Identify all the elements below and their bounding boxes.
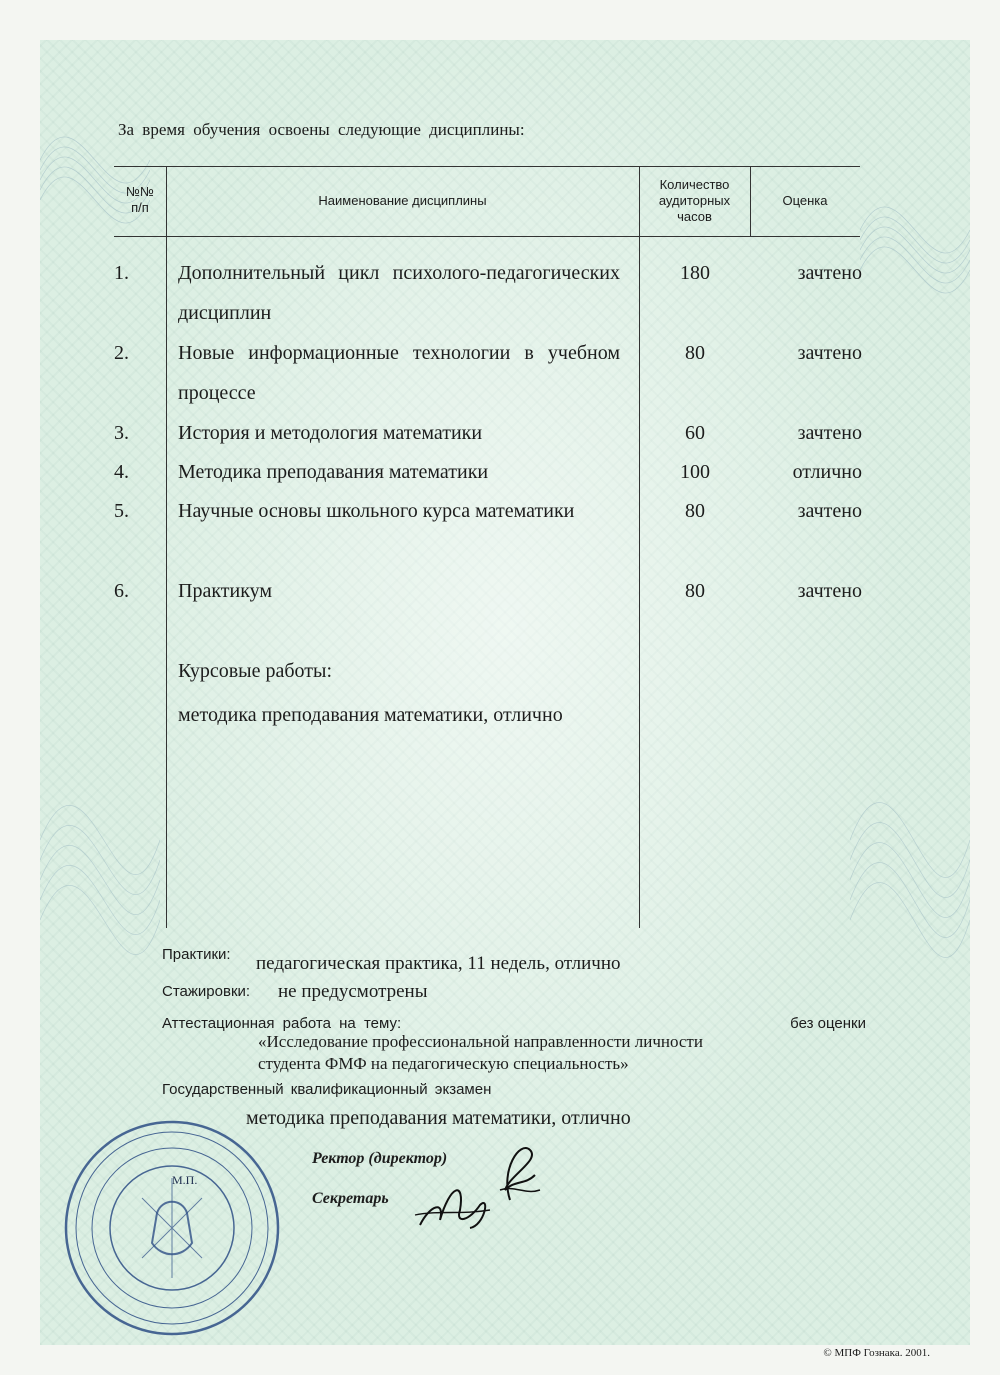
practice-value: педагогическая практика, 11 недель, отлично (256, 953, 621, 974)
secretary-label: Секретарь (312, 1190, 389, 1207)
row-2-hours: 80 (685, 342, 705, 364)
row-2-num: 2. (114, 342, 129, 364)
attestation-topic-line-1: «Исследование профессиональной направленности личности (258, 1032, 703, 1051)
guilloche-ornament-right-top (860, 140, 970, 360)
practice-label: Практики: (162, 946, 231, 963)
row-3-name: История и методология математики (178, 422, 483, 444)
row-5-grade: зачтено (797, 500, 862, 522)
row-4-name: Методика преподавания математики (178, 461, 489, 483)
row-6-hours: 80 (685, 580, 705, 602)
rector-label: Ректор (директор) (312, 1150, 448, 1167)
attestation-topic-line-2: студента ФМФ на педагогическую специальность» (258, 1054, 629, 1073)
printer-footer: © МПФ Гознака. 2001. (823, 1347, 930, 1359)
row-4-num: 4. (114, 461, 129, 483)
header-grade: Оценка (782, 193, 828, 208)
internship-label: Стажировки: (162, 983, 251, 1000)
row-5-hours: 80 (685, 500, 705, 522)
row-1-num: 1. (114, 262, 129, 284)
header-name: Наименование дисциплины (318, 193, 487, 208)
table-header-border (114, 236, 860, 237)
row-4-hours: 100 (680, 461, 710, 483)
row-5-name: Научные основы школьного курса математики (178, 500, 575, 522)
table-top-border (114, 166, 860, 167)
course-works-label: Курсовые работы: (178, 660, 332, 682)
exam-label: Государственный квалификационный экзамен (162, 1081, 492, 1098)
row-6-num: 6. (114, 580, 129, 602)
row-2-grade: зачтено (797, 342, 862, 364)
guilloche-ornament-left-top (40, 80, 150, 280)
row-6-name: Практикум (178, 580, 273, 602)
header-hours: Количество аудиторных часов (658, 177, 731, 224)
row-5-num: 5. (114, 500, 129, 522)
row-2-name: Новые информационные технологии в учебном процессе (178, 342, 620, 404)
internship-value: не предусмотрены (278, 981, 428, 1002)
row-3-num: 3. (114, 422, 129, 444)
guilloche-ornament-left-mid (40, 700, 160, 1060)
attestation-grade: без оценки (790, 1015, 866, 1032)
exam-value: методика преподавания математики, отлично (246, 1107, 631, 1129)
course-works-value: методика преподавания математики, отлично (178, 704, 563, 726)
table-divider-1 (166, 166, 167, 928)
row-4-grade: отлично (792, 461, 862, 483)
row-3-grade: зачтено (797, 422, 862, 444)
official-stamp-icon (62, 1118, 282, 1338)
header-num: №№ п/п (126, 184, 154, 215)
row-6-grade: зачтено (797, 580, 862, 602)
row-3-hours: 60 (685, 422, 705, 444)
mp-label: М.П. (172, 1173, 198, 1187)
secretary-signature-icon (410, 1170, 500, 1240)
intro-text: За время обучения освоены следующие дисциплины: (118, 120, 525, 139)
row-1-hours: 180 (680, 262, 710, 284)
row-1-name: Дополнительный цикл психолого-педагогических дисциплин (178, 262, 620, 324)
attestation-label: Аттестационная работа на тему: (162, 1015, 402, 1032)
guilloche-ornament-right-mid (850, 690, 970, 1070)
row-1-grade: зачтено (797, 262, 862, 284)
